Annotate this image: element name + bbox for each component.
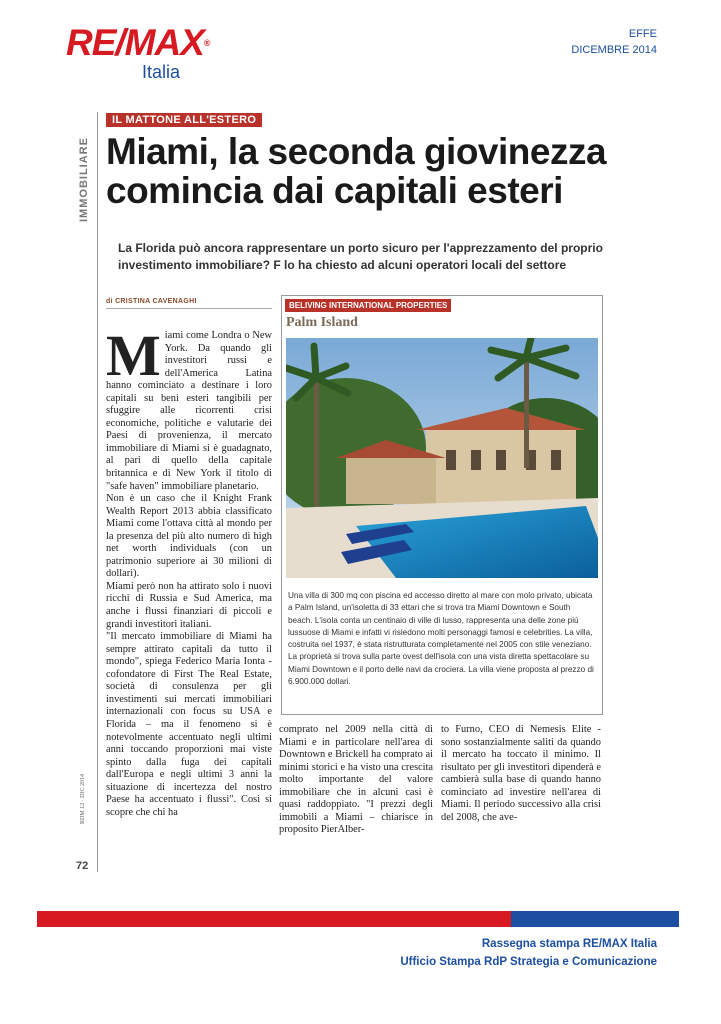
footer-bar-blue — [511, 911, 679, 927]
headline-line-2: comincia dai capitali esteri — [106, 170, 563, 211]
photo-caption: Una villa di 300 mq con piscina ed accesso diretto al mare con molo privato, ubicata a Palm Island, un'isoletta di 33 ettari che si trova tra Miami Downtown e South beach. L'isola conta un centinaio di ville di lusso, rappresenta una delle zone più lussuose di Miami e infatti vi risiedono molti personaggi famosi e celebrities. La villa, costruita nel 1937, è stata ristrutturata completamente nel 2005 con stile veneziano. La proprietà si trova sulla parte ovest dell'isola con una vista diretta spettacolare su Miami Downtown e il porto delle navi da crociera. La villa viene proposta al prezzo di 6.900.000 dollari. — [288, 591, 594, 687]
box-subtitle: Palm Island — [286, 315, 358, 330]
dropcap: M — [106, 330, 161, 388]
page-number: 72 — [76, 860, 89, 872]
folio: RDM 12 · DIC 2014 — [80, 773, 86, 824]
paragraph-2: Non è un caso che il Knight Frank Wealth Report 2013 abbia classificato Miami come l'ottava città al mondo per la presenza del più alto numero di high net worth individuals (con un patrimonio superiore ai 30 milioni di dollari). — [106, 493, 272, 580]
lead-paragraph: Miami come Londra o New York. Da quando gli investitori russi e dell'America Latina hanno cominciato a destinare i loro capitali su beni esteri tangibili per sfuggire alle ricorrenti crisi economiche, politiche e valutarie dei Paesi di provenienza, il mercato immobiliare di Miami si è guadagnato, al pari di quello della capitale britannica e di New York il titolo di "safe haven" immobiliare planetario. — [106, 330, 272, 492]
kicker: IL MATTONE ALL'ESTERO — [106, 113, 262, 127]
remax-logo — [66, 22, 210, 84]
byline-rule — [106, 308, 272, 309]
article-column-3: to Furno, CEO di Nemesis Elite - sono sostanzialmente saliti da quando il mercato ha toccato il minimo. Il risultato per gli investitori dipenderà e cambierà sulla base di quando hanno cominciato ad investire nell'area di Miami. Il periodo successivo alla crisi del 2008, che ave- — [441, 724, 601, 823]
headline-line-1: Miami, la seconda giovinezza — [106, 131, 607, 172]
article-column-2: comprato nel 2009 nella città di Miami e in particolare nell'area di Downtown e Brickell ha comprato ai minimi storici e ha visto una crescita molto importante del valore immobiliare che in alcuni casi è quasi raddoppiato. "I prezzi degli immobili a Miami – chiarisce in proposito PierAlber- — [279, 724, 433, 836]
box-title: BELIVING INTERNATIONAL PROPERTIES — [285, 299, 451, 312]
headline — [106, 132, 626, 210]
byline: di CRISTINA CAVENAGHI — [106, 298, 197, 305]
footer-credits — [400, 935, 657, 971]
paragraph-4: "Il mercato immobiliare di Miami ha sempre attirato capitali da tutto il mondo", spiega Federico Maria Ionta - cofondatore di First The Real Estate, società di consulenza per gli investimenti sui mercati immobiliari internazionali con focus su USA e Florida – ma il fenomeno si è notevolmente accentuato negli ultimi anni toccando proporzioni mai viste spinto dalla fuga dei capitali dall'Europa e negli ultimi 3 anni la situazione di incertezza del nostro Paese ha accentuato i flussi". Così si scopre che chi ha — [106, 631, 272, 818]
article-column-1 — [106, 330, 272, 860]
footer-line-1: Rassegna stampa RE/MAX Italia — [481, 938, 657, 950]
issue-date: DICEMBRE 2014 — [571, 44, 657, 56]
section-label: IMMOBILIARE — [78, 137, 90, 222]
logo-subtitle: Italia — [142, 62, 181, 82]
footer-line-2: Ufficio Stampa RdP Strategia e Comunicazione — [400, 956, 657, 968]
publication-info — [571, 26, 657, 58]
villa-photo — [286, 338, 598, 578]
paragraph-3: Miami però non ha attirato solo i nuovi ricchi di Russia e Sud America, ma anche i flussi finanziari di piccoli e grandi investitori italiani. — [106, 580, 272, 630]
standfirst: La Florida può ancora rappresentare un porto sicuro per l'apprezzamento del proprio investimento immobiliare? F lo ha chiesto ad alcuni operatori locali del settore — [118, 241, 603, 272]
side-rule — [97, 112, 98, 872]
villa-illustration — [286, 338, 598, 578]
logo-registered-mark: ® — [203, 38, 210, 48]
publication-name: EFFE — [628, 28, 657, 40]
footer-bar-red — [37, 911, 511, 927]
logo-text: RE/MAX — [66, 22, 204, 63]
